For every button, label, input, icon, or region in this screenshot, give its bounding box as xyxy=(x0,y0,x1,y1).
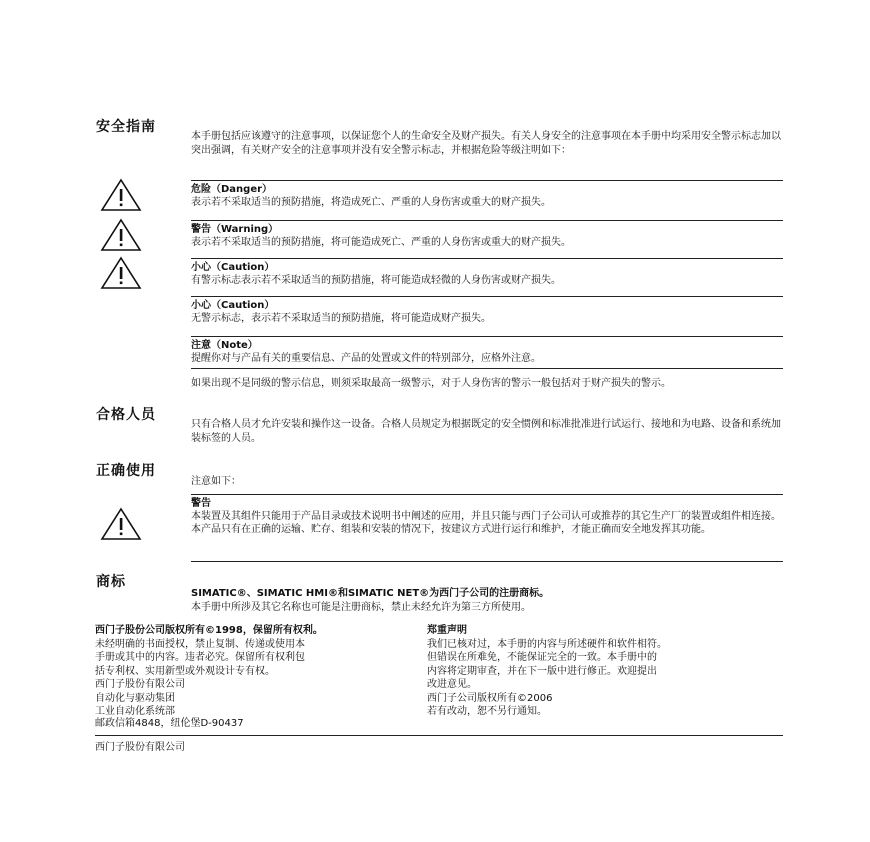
divider xyxy=(191,336,783,337)
disclaimer-line: 但错误在所难免，不能保证完全的一致。本手册中的 xyxy=(427,652,657,663)
notice-title: 小心（Caution） xyxy=(191,300,275,311)
notice-text: 提醒你对与产品有关的重要信息、产品的处置或文件的特别部分，应格外注意。 xyxy=(191,353,541,364)
notice-warning xyxy=(191,223,783,249)
copyright-block xyxy=(95,624,415,719)
copyright-title: 西门子股份公司版权所有©1998，保留所有权利。 xyxy=(95,625,323,636)
usage-lead: 注意如下： xyxy=(191,476,241,487)
disclaimer-block xyxy=(427,624,783,719)
divider xyxy=(191,180,783,181)
notice-text: 表示若不采取适当的预防措施，将造成死亡、严重的人身伤害或重大的财产损失。 xyxy=(191,197,551,208)
notice-text: 无警示标志，表示若不采取适当的预防措施，将可能造成财产损失。 xyxy=(191,313,491,324)
disclaimer-title: 郑重声明 xyxy=(427,625,467,636)
warning-triangle-icon xyxy=(100,178,142,212)
notice-title: 注意（Note） xyxy=(191,340,258,351)
copyright-line: 括专利权、实用新型或外观设计专有权。 xyxy=(95,665,275,677)
notice-title: 危险（Danger） xyxy=(191,184,273,195)
notice-caution-with-symbol xyxy=(191,261,783,287)
copyright-line: 西门子股份有限公司 xyxy=(95,679,185,690)
notice-text: 本产品只有在正确的运输、贮存、组装和安装的情况下，按建议方式进行运行和维护，才能正确而安全地发挥其功能。 xyxy=(191,524,711,535)
disclaimer-line: 内容将定期审查，并在下一版中进行修正。欢迎提出 xyxy=(427,665,657,677)
safety-intro: 本手册包括应该遵守的注意事项，以保证您个人的生命安全及财产损失。有关人身安全的注意事项在本手册中均采用安全警示标志加以突出强调，有关财产安全的注意事项并没有安全警示标志，并根据危险等级注明如下： xyxy=(191,131,781,156)
divider xyxy=(191,561,783,562)
notice-title: 警告（Warning） xyxy=(191,224,279,235)
section-heading-safety: 安全指南 xyxy=(96,119,156,135)
copyright-line: 工业自动化系统部 xyxy=(95,706,175,717)
trademark-line: 本手册中所涉及其它名称也可能是注册商标，禁止未经允许为第三方所使用。 xyxy=(191,602,531,613)
notice-title: 警告 xyxy=(191,498,211,509)
disclaimer-line: 若有改动，恕不另行通知。 xyxy=(427,706,547,717)
section-heading-usage: 正确使用 xyxy=(96,463,156,479)
disclaimer-line: 西门子公司版权所有©2006 xyxy=(427,692,553,704)
warning-triangle-icon xyxy=(100,507,142,541)
copyright-line: 自动化与驱动集团 xyxy=(95,692,175,704)
copyright-line: 手册或其中的内容。违者必究。保留所有权利包 xyxy=(95,652,305,663)
trademark-line: SIMATIC®、SIMATIC HMI®和SIMATIC NET®为西门子公司的注册商标。 xyxy=(191,588,550,599)
section-heading-trademark: 商标 xyxy=(96,574,126,590)
divider xyxy=(191,220,783,221)
usage-warning xyxy=(191,497,783,536)
section-heading-personnel: 合格人员 xyxy=(96,407,156,423)
divider xyxy=(191,258,783,259)
copyright-line: 未经明确的书面授权，禁止复制、传递或使用本 xyxy=(95,638,305,650)
notice-note xyxy=(191,339,783,365)
personnel-text: 只有合格人员才允许安装和操作这一设备。合格人员规定为根据既定的安全惯例和标准批准进行试运行、接地和为电路、设备和系统加装标签的人员。 xyxy=(191,419,781,444)
divider xyxy=(191,494,783,495)
disclaimer-line: 改进意见。 xyxy=(427,679,477,690)
trademark-block xyxy=(191,587,783,615)
notice-text: 本装置及其组件只能用于产品目录或技术说明书中阐述的应用，并且只能与西门子公司认可或推荐的其它生产厂的装置或组件相连接。 xyxy=(191,511,781,522)
divider xyxy=(191,368,783,369)
safety-outro: 如果出现不是同级的警示信息，则须采取最高一级警示，对于人身伤害的警示一般包括对于财产损失的警示。 xyxy=(191,378,671,389)
notice-danger xyxy=(191,183,783,209)
disclaimer-line: 我们已核对过，本手册的内容与所述硬件和软件相符。 xyxy=(427,638,667,650)
notice-title: 小心（Caution） xyxy=(191,262,275,273)
footer-company: 西门子股份有限公司 xyxy=(95,742,185,753)
divider xyxy=(95,735,783,736)
warning-triangle-icon xyxy=(100,256,142,290)
notice-caution-no-symbol xyxy=(191,299,783,325)
postal-address: 邮政信箱4848，纽伦堡D-90437 xyxy=(95,718,244,729)
notice-text: 有警示标志表示若不采取适当的预防措施，将可能造成轻微的人身伤害或财产损失。 xyxy=(191,275,561,286)
warning-triangle-icon xyxy=(100,218,142,252)
notice-text: 表示若不采取适当的预防措施，将可能造成死亡、严重的人身伤害或重大的财产损失。 xyxy=(191,237,571,248)
divider xyxy=(191,296,783,297)
